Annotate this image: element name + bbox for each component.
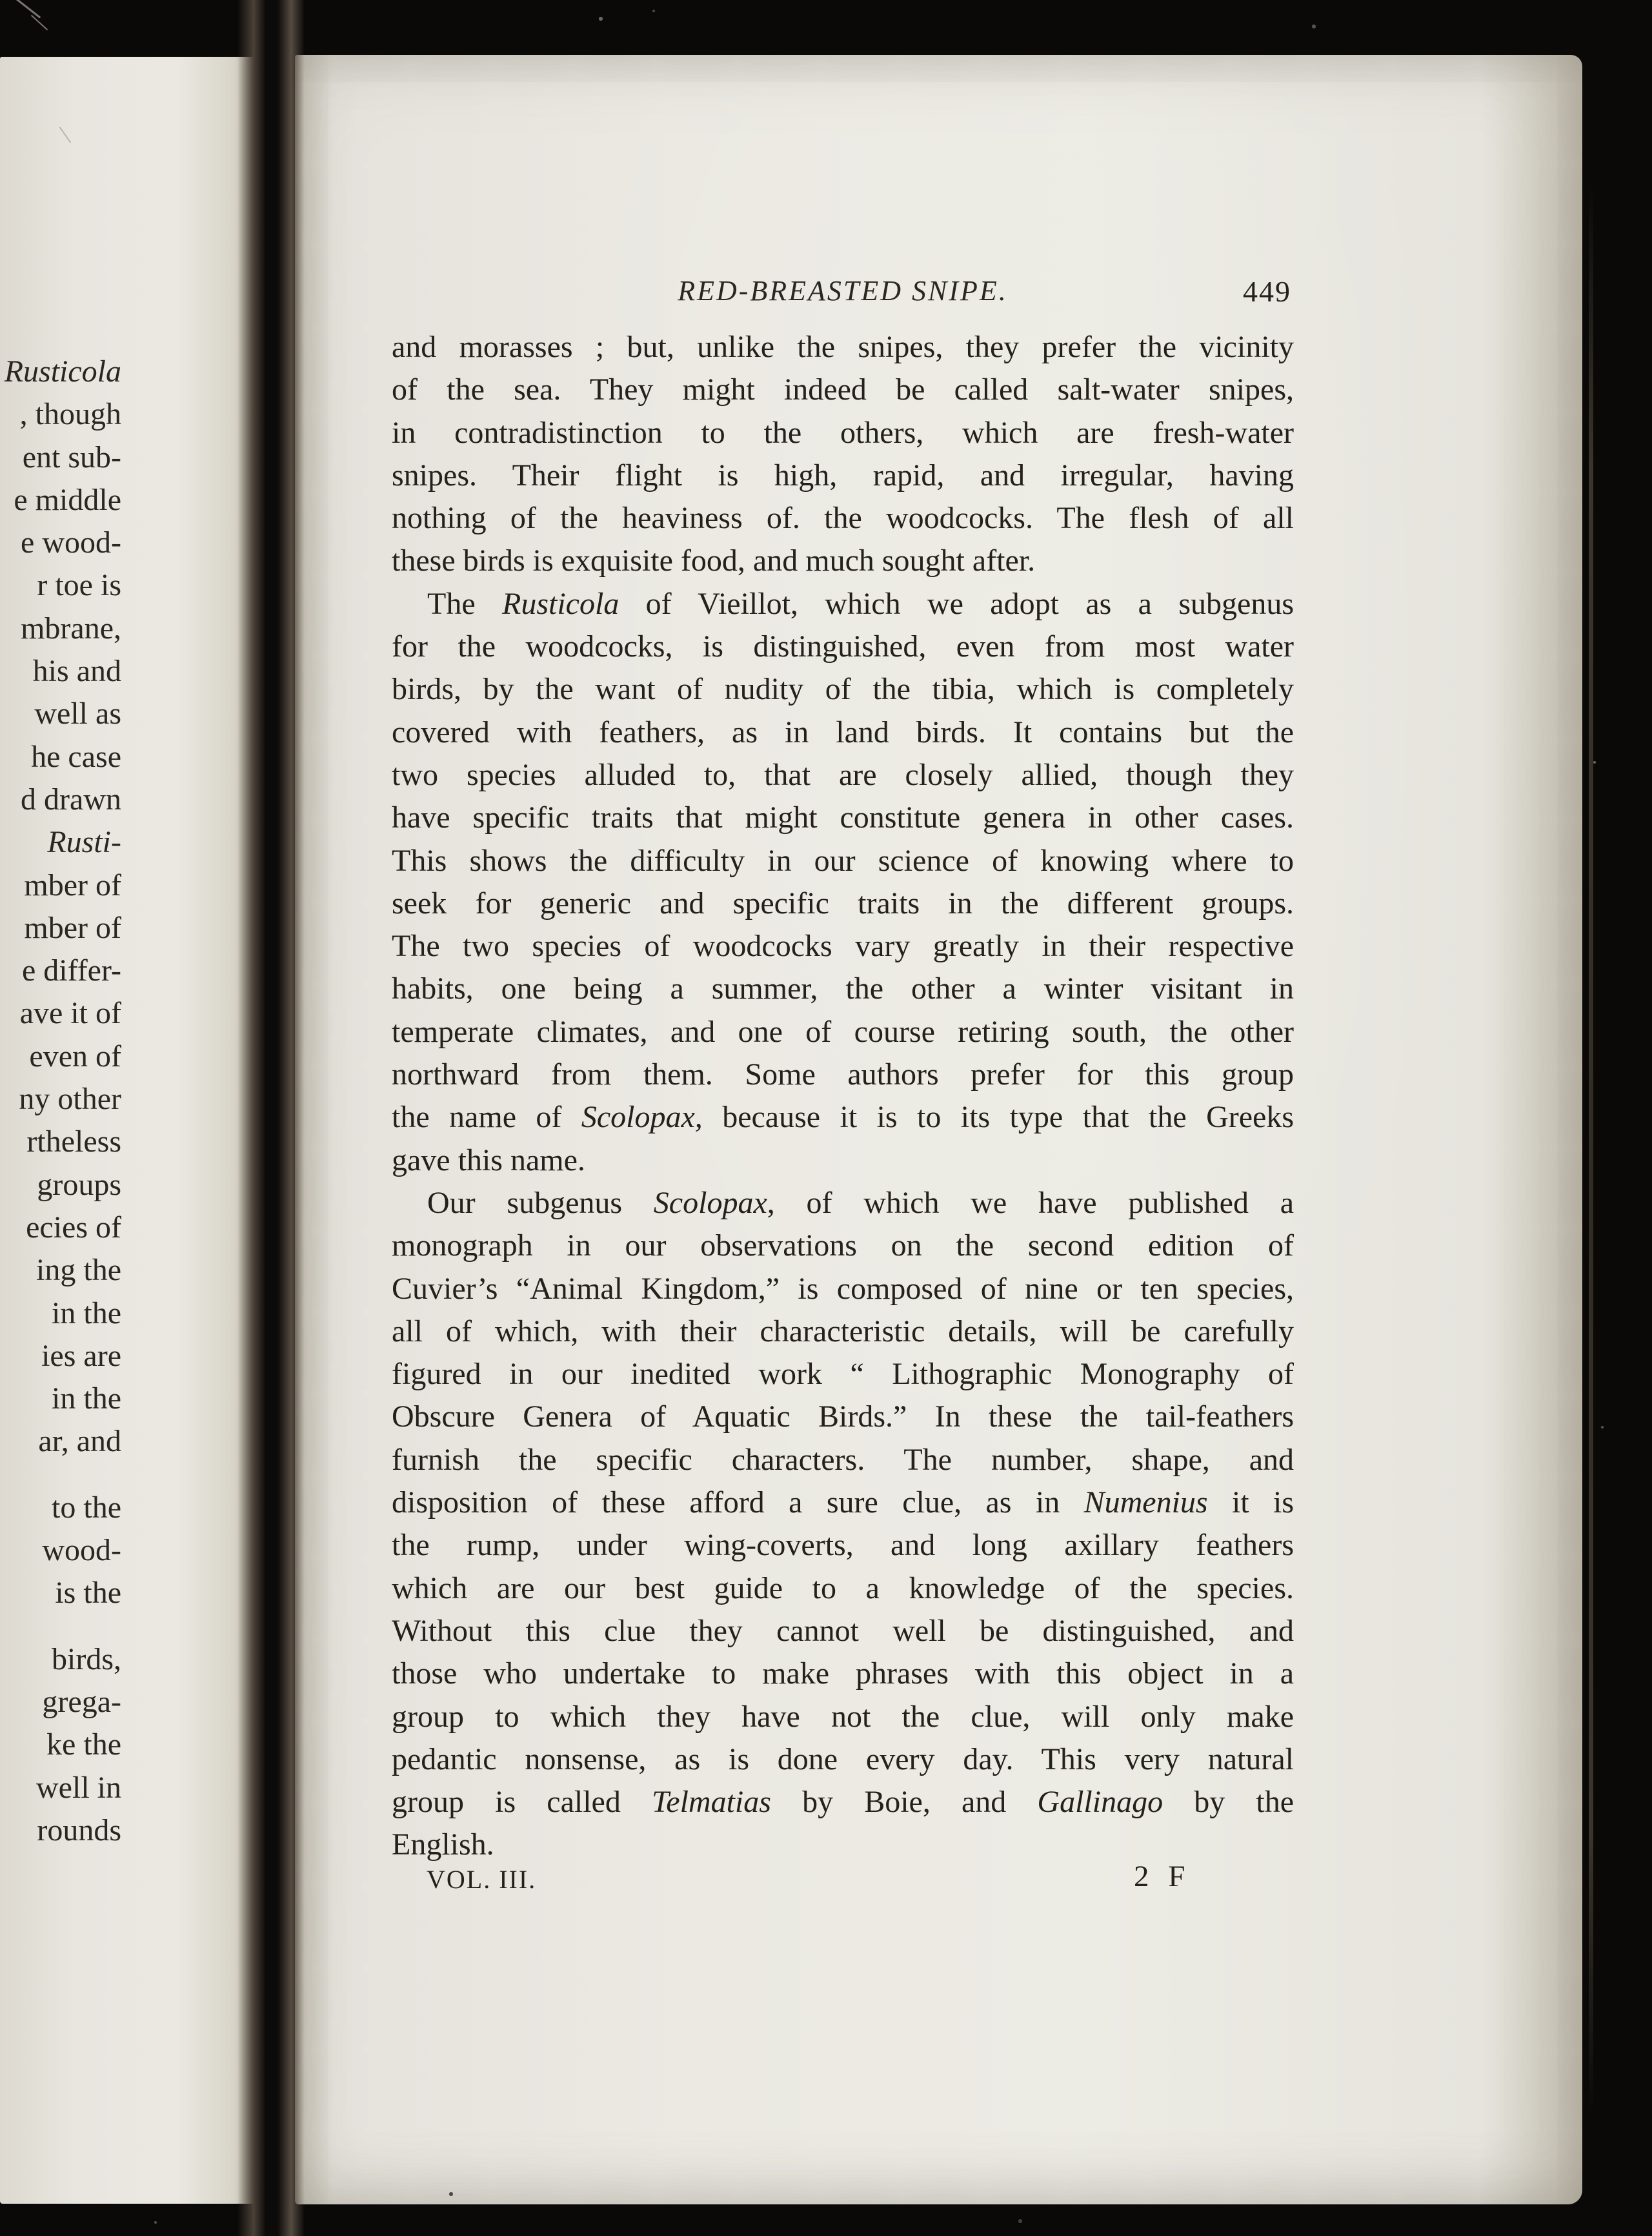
fragment-line: ave it of [19, 996, 121, 1031]
text-line: for the woodcocks, is distinguished, even from most water [392, 629, 1294, 664]
scan-scratch [14, 0, 41, 19]
text-line: Our subgenus Scolopax, of which we have published a [427, 1185, 1294, 1220]
text-line: Without this clue they cannot well be distinguished, and [392, 1613, 1294, 1648]
text-line: pedantic nonsense, as is done every day. This very natural [392, 1742, 1294, 1776]
fragment-line: well in [36, 1770, 121, 1805]
book-gutter-shadow [237, 0, 305, 2236]
fragment-line: to the [52, 1490, 121, 1525]
fragment-line: e differ- [21, 953, 121, 988]
fragment-line: ar, and [38, 1424, 121, 1459]
fragment-line: d drawn [21, 782, 121, 817]
text-line: This shows the difficulty in our science of knowing where to [392, 843, 1294, 878]
paragraph [392, 326, 1294, 583]
text-line: monograph in our observations on the second edition of [392, 1228, 1294, 1263]
text-line: have specific traits that might constitute genera in other cases. [392, 800, 1294, 835]
fragment-line: rtheless [26, 1124, 121, 1159]
text-line: habits, one being a summer, the other a winter visitant in [392, 971, 1294, 1006]
fragment-line: in the [52, 1296, 121, 1330]
signature-mark: 2 F [1134, 1859, 1191, 1893]
scan-dust-specks [0, 0, 1, 1]
fragment-line: Rusticola [4, 354, 121, 389]
page-stack-edge [1589, 103, 1593, 2117]
fragment-line: in the [52, 1381, 121, 1416]
fragment-line: ies are [41, 1338, 121, 1373]
text-line: in contradistinction to the others, which are fresh-water [392, 415, 1294, 450]
text-line: covered with feathers, as in land birds. It contains but the [392, 715, 1294, 749]
fragment-line: mbrane, [21, 611, 121, 645]
text-line: furnish the specific characters. The number, shape, and [392, 1442, 1294, 1477]
text-line: the rump, under wing-coverts, and long axillary feathers [392, 1528, 1294, 1563]
fragment-line: is the [55, 1576, 121, 1611]
fragment-line: e wood- [21, 525, 121, 560]
fragment-line: his and [32, 654, 121, 689]
volume-label: VOL. III. [427, 1864, 537, 1894]
left-page-text-fragments [0, 351, 121, 1852]
fragment-line: ent sub- [22, 440, 121, 474]
page-footer [392, 1856, 1294, 1906]
text-line: which are our best guide to a knowledge of the species. [392, 1570, 1294, 1605]
fragment-line: rounds [37, 1813, 121, 1847]
text-line: these birds is exquisite food, and much sought after. [392, 544, 1036, 578]
fragment-line: even of [29, 1039, 121, 1073]
text-line: group to which they have not the clue, will only make [392, 1699, 1294, 1734]
text-line: temperate climates, and one of course retiring south, the other [392, 1014, 1294, 1049]
text-line: northward from them. Some authors prefer for this group [392, 1057, 1294, 1092]
left-page-edge [0, 57, 254, 2204]
fragment-line: mber of [24, 868, 121, 902]
fragment-line: grega- [42, 1684, 121, 1719]
fragment-line: mber of [24, 910, 121, 945]
paragraph [392, 1182, 1294, 1867]
text-line: snipes. Their flight is high, rapid, and irregular, having [392, 458, 1294, 493]
text-line: figured in our inedited work “ Lithographic Monography of [392, 1357, 1294, 1392]
fragment-line: he case [31, 739, 121, 774]
text-line: and morasses ; but, unlike the snipes, they prefer the vicinity [392, 330, 1294, 364]
text-line: Obscure Genera of Aquatic Birds.” In these the tail-feathers [392, 1399, 1294, 1434]
fragment-line: ke the [46, 1727, 121, 1762]
fragment-line: , though [19, 397, 121, 432]
text-column [392, 274, 1294, 1906]
fragment-line: well as [34, 696, 121, 731]
text-line: the name of Scolopax, because it is to its type that the Greeks [392, 1100, 1294, 1135]
fragment-line: groups [37, 1167, 121, 1202]
text-line: Cuvier’s “Animal Kingdom,” is composed of nine or ten species, [392, 1271, 1294, 1306]
text-line: those who undertake to make phrases with this object in a [392, 1656, 1294, 1691]
text-line: nothing of the heaviness of. the woodcocks. The flesh of all [392, 501, 1294, 536]
fragment-line: birds, [52, 1641, 121, 1676]
fragment-line: wood- [42, 1533, 121, 1568]
text-line: two species alluded to, that are closely allied, though they [392, 757, 1294, 792]
fragment-line: e middle [14, 482, 121, 517]
fragment-gap [0, 1463, 121, 1487]
fragment-gap [0, 1615, 121, 1638]
fragment-line: ny other [19, 1082, 121, 1117]
page-header [392, 274, 1294, 326]
fragment-line: ing the [36, 1253, 121, 1288]
text-line: birds, by the want of nudity of the tibia, which is completely [392, 672, 1294, 707]
book-page [295, 55, 1582, 2204]
running-header-title: RED-BREASTED SNIPE. [678, 275, 1008, 307]
fragment-line: Rusti- [47, 825, 121, 860]
text-line: disposition of these afford a sure clue, as in Numenius it is [392, 1485, 1294, 1520]
text-line: gave this name. [392, 1143, 585, 1177]
text-line: The Rusticola of Vieillot, which we adopt as a subgenus [427, 586, 1294, 621]
paragraph [392, 583, 1294, 1182]
page-number: 449 [1243, 275, 1291, 308]
text-line: English. [392, 1827, 494, 1862]
text-line: all of which, with their characteristic details, will be carefully [392, 1314, 1294, 1348]
text-line: of the sea. They might indeed be called salt-water snipes, [392, 372, 1294, 407]
fragment-line: r toe is [37, 568, 121, 603]
text-line: group is called Telmatias by Boie, and Gallinago by the [392, 1785, 1294, 1820]
text-line: seek for generic and specific traits in the different groups. [392, 886, 1294, 920]
text-block [392, 326, 1294, 1867]
text-line: The two species of woodcocks vary greatly in their respective [392, 929, 1294, 964]
fragment-line: ecies of [26, 1210, 121, 1245]
